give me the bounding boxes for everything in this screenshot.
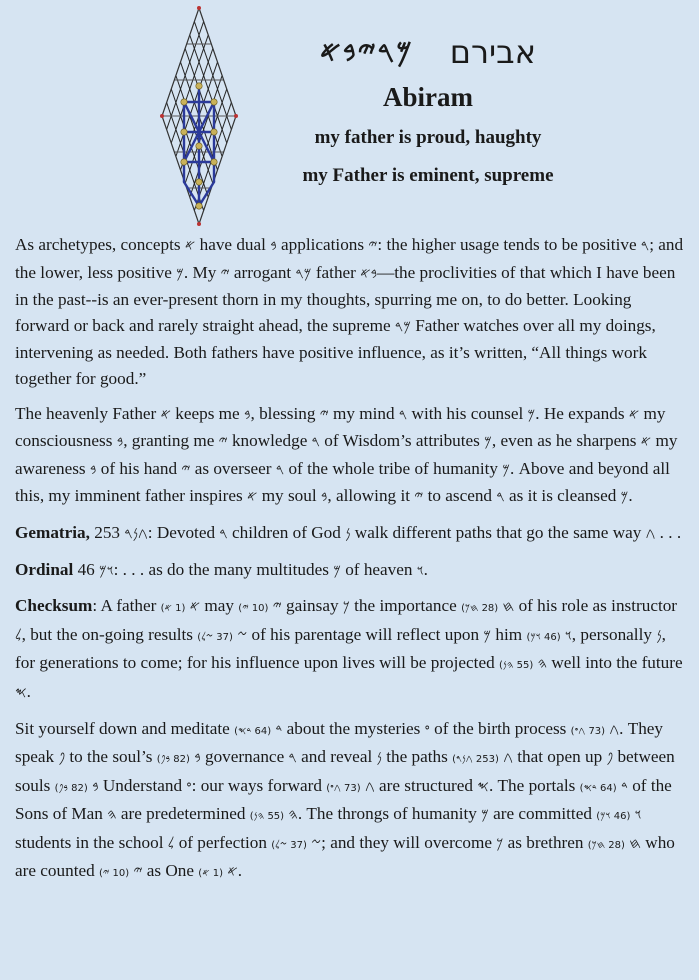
text-run: to the soul’s <box>65 747 157 767</box>
glyph: 𐤄 <box>537 656 548 673</box>
glyph: 𐤅 <box>564 627 572 644</box>
text-run: , granting me <box>123 431 219 451</box>
glyph: 𐤌 <box>620 489 629 506</box>
note-glyph: 𐤉 <box>242 603 249 615</box>
glyph: 𐤉 <box>272 599 282 616</box>
glyph: 𐤓 <box>640 238 650 254</box>
glyph: 𐤉 <box>133 864 143 881</box>
glyph: 𐤂 <box>645 525 656 542</box>
note-glyph: 𐤄𐤍 <box>502 660 514 672</box>
text-run: as overseer <box>190 458 276 478</box>
text-run: of Wisdom’s attributes <box>320 431 485 451</box>
note-number: (55 <box>264 811 285 823</box>
glyph: 𐤄 <box>107 807 117 824</box>
glyph: 𐤋 <box>167 835 175 852</box>
glyph: 𐤌 <box>481 807 489 824</box>
text-run: are structured <box>374 775 478 795</box>
text-run: , blessing <box>250 403 320 423</box>
paragraph-ordinal <box>15 557 685 585</box>
glyph: 𐤓 <box>288 750 297 767</box>
glyph: 𐤁 <box>89 461 97 478</box>
glyph: 𐤉 <box>414 489 424 506</box>
note-close: ) <box>238 603 243 615</box>
note-glyph: 𐤂𐤏 <box>574 725 586 737</box>
number-note <box>588 840 625 851</box>
text-run: 253 <box>89 522 125 542</box>
glyph: 𐤅𐤌 <box>99 562 114 579</box>
number-note <box>596 811 630 822</box>
text-run: children of God <box>227 522 346 542</box>
glyph: 𐤍 <box>656 627 662 644</box>
note-close: ) <box>587 839 592 851</box>
text-run: . <box>26 681 31 701</box>
note-glyph: 𐤉 <box>102 868 110 880</box>
glyph: 𐤁 <box>194 750 201 767</box>
text-run: knowledge <box>227 431 312 451</box>
paleo-hebrew-word: 𐤌𐤓𐤉𐤁𐤀 <box>319 35 414 68</box>
note-number: (73 <box>585 725 606 737</box>
number-note <box>198 868 223 879</box>
text-run: him <box>491 624 527 644</box>
text-run: of heaven <box>340 559 417 579</box>
text-run: Sit yourself down and meditate <box>15 718 235 738</box>
hebrew-word: אבירם <box>449 33 537 71</box>
text-run: 46 <box>73 559 100 579</box>
note-glyph: 𐤅𐤌 <box>530 631 541 643</box>
text-run: with his counsel <box>407 403 528 423</box>
note-number: (10 <box>109 868 130 880</box>
text-run: may <box>200 596 239 616</box>
text-run: to ascend <box>423 486 497 506</box>
title-words <box>258 30 598 74</box>
note-glyph: 𐤀 <box>202 868 210 880</box>
text-run: are committed <box>488 804 597 824</box>
note-number: (64 <box>251 725 272 737</box>
text-run: . They speak <box>15 718 664 767</box>
text-run: ; and the lower, less positive <box>15 235 684 282</box>
glyph: 𐤃 <box>620 778 628 795</box>
glyph: 𐤁 <box>320 489 328 506</box>
text-run: my soul <box>257 486 321 506</box>
note-number: (10 <box>248 603 269 615</box>
note-number: (37 <box>213 631 233 643</box>
glyph: 𐤉 <box>181 461 191 478</box>
note-number: (28 <box>605 839 625 851</box>
glyph: 𐤁 <box>92 778 99 795</box>
text-run: the paths <box>381 747 453 767</box>
glyph: 𐤓 <box>398 406 408 423</box>
text-run: : the higher usage tends to be positive <box>377 235 641 254</box>
text-run: . My <box>183 262 221 282</box>
name-title: Abiram <box>383 82 473 112</box>
note-close: ) <box>249 811 254 823</box>
text-run: . The throngs of humanity <box>297 804 482 824</box>
text-run: . . . <box>655 522 682 542</box>
glyph: 𐤏 <box>424 721 430 738</box>
text-run: The heavenly Father <box>15 403 161 423</box>
note-number: (55 <box>513 660 534 672</box>
glyph: 𐤓 <box>219 525 228 542</box>
glyph: 𐤅 <box>634 807 642 824</box>
note-close: ) <box>54 782 59 794</box>
number-note <box>157 754 190 765</box>
glyph: 𐤀 <box>189 599 201 616</box>
number-note <box>526 632 560 643</box>
text-run: of his role as instructor <box>514 596 678 616</box>
text-run: my awareness <box>15 431 678 478</box>
glyph: 𐤉 <box>368 238 378 254</box>
text-run: between souls <box>15 747 675 795</box>
note-glyph: 𐤃𐤎 <box>583 782 597 794</box>
number-note <box>326 783 360 794</box>
glyph: 𐤓 <box>311 434 320 451</box>
number-note <box>271 840 307 851</box>
text-run: have dual <box>195 235 271 254</box>
gematria-label: Gematria, <box>15 522 90 542</box>
number-note <box>197 632 233 643</box>
glyph: 𐤁 <box>270 238 277 254</box>
glyph: 𐤉 <box>218 434 228 451</box>
number-note <box>55 783 88 794</box>
note-close: ) <box>326 782 331 794</box>
text-run: . <box>237 861 243 881</box>
note-number: (1 <box>209 868 224 880</box>
number-note <box>580 783 617 794</box>
text-run: , even as he sharpens <box>491 431 641 451</box>
glyph: 𐤀 <box>628 406 640 423</box>
glyph: 𐤂 <box>503 750 513 767</box>
note-number: (1 <box>171 603 186 615</box>
glyph: 𐤌 <box>502 461 510 478</box>
glyph: 𐤁 <box>243 406 251 423</box>
text-run: , for generations to come; for his influence upon lives will be projected <box>15 624 666 673</box>
note-close: ) <box>461 603 465 615</box>
text-run: . <box>628 486 633 506</box>
text-run: father <box>311 262 361 282</box>
note-glyph: 𐤁𐤐 <box>160 754 171 766</box>
paragraph-gematria <box>15 520 685 548</box>
note-glyph: 𐤃𐤎 <box>238 725 252 737</box>
glyph: 𐤎 <box>15 684 27 701</box>
glyph: 𐤊 <box>342 599 350 616</box>
glyph: 𐤏 <box>186 778 192 795</box>
title-block <box>258 30 598 187</box>
number-note <box>161 603 186 614</box>
text-run: are predetermined <box>116 804 250 824</box>
glyph: 𐤄 <box>288 807 298 824</box>
number-note <box>452 754 499 765</box>
note-glyph: 𐤂𐤍𐤓 <box>455 754 473 766</box>
text-run: arrogant <box>229 262 296 282</box>
text-run: of the Sons of Man <box>15 775 672 824</box>
meaning-1: my father is proud, haughty <box>314 127 542 148</box>
text-run: the importance <box>349 596 462 616</box>
ordinal-label: Ordinal <box>15 559 74 579</box>
text-run: . <box>423 559 428 579</box>
glyph: 𐤇 <box>629 835 641 852</box>
note-close: ) <box>526 631 531 643</box>
number-note <box>250 811 284 822</box>
text-run: , but the on-going results <box>21 624 198 644</box>
note-close: ) <box>498 660 503 672</box>
note-glyph: 𐤀 <box>164 603 172 615</box>
text-run: , allowing it <box>327 486 415 506</box>
text-run: as One <box>142 861 199 881</box>
note-close: ) <box>452 754 456 766</box>
number-note <box>571 726 605 737</box>
glyph: 𐤆 <box>237 627 248 644</box>
note-close: ) <box>156 754 161 766</box>
note-glyph: 𐤁𐤐 <box>58 782 68 794</box>
note-close: ) <box>596 811 601 823</box>
glyph: 𐤎 <box>477 778 489 795</box>
text-run: well into the future <box>547 653 683 673</box>
note-close: ) <box>197 631 202 643</box>
glyph: 𐤁 <box>116 434 124 451</box>
text-run: about the mysteries <box>282 718 425 738</box>
text-run: of the whole tribe of humanity <box>284 458 503 478</box>
glyph: 𐤀 <box>184 238 196 254</box>
glyph: 𐤊 <box>496 835 504 852</box>
glyph: 𐤁𐤀 <box>360 265 378 282</box>
header <box>0 0 699 232</box>
text-run: . The portals <box>488 775 580 795</box>
text-run: of perfection <box>174 832 272 852</box>
glyph: 𐤂𐤍𐤓 <box>124 525 148 542</box>
paragraph-archetypes <box>15 232 685 392</box>
note-number: (46 <box>610 811 631 823</box>
note-close: ) <box>98 868 103 880</box>
text-run: : our ways forward <box>191 775 327 795</box>
checksum-label: Checksum <box>15 596 93 616</box>
glyph: 𐤌 <box>483 627 492 644</box>
glyph: 𐤍 <box>345 525 351 542</box>
note-number: (28 <box>478 603 499 615</box>
glyph: 𐤍 <box>376 750 382 767</box>
glyph: 𐤌𐤓 <box>394 318 411 335</box>
glyph: 𐤌 <box>176 265 184 282</box>
glyph: 𐤌 <box>333 562 341 579</box>
glyph: 𐤉 <box>319 406 329 423</box>
note-glyph: 𐤄𐤍 <box>253 811 265 823</box>
glyph: 𐤃 <box>275 721 283 738</box>
number-note <box>99 868 129 879</box>
paragraph-meditate <box>15 716 685 888</box>
text-run: and reveal <box>296 747 377 767</box>
text-run: —the proclivities of that which I have been in the past--is an ever-present thorn in my thoughts, spurring me on, to do better. Looking forward or back and rarely straight ahead, the supreme <box>15 262 676 335</box>
text-run: as it is cleansed <box>504 486 621 506</box>
text-run: . Above and beyond all this, my imminent father inspires <box>15 458 670 506</box>
text-run: as brethren <box>503 832 588 852</box>
glyph: 𐤐 <box>58 750 66 767</box>
note-glyph: 𐤇𐤊 <box>464 603 479 615</box>
note-number: (64 <box>596 782 617 794</box>
glyph: 𐤋 <box>15 627 22 644</box>
glyph: 𐤉 <box>220 265 230 282</box>
glyph: 𐤆 <box>311 835 322 852</box>
note-number: (253 <box>472 754 499 766</box>
text-run: ; and they will overcome <box>321 832 497 852</box>
glyph: 𐤀 <box>227 864 238 881</box>
note-glyph: 𐤆𐤋 <box>201 631 214 643</box>
paragraph-checksum <box>15 593 685 706</box>
note-glyph: 𐤂𐤏 <box>330 782 341 794</box>
commentary <box>0 232 699 887</box>
note-glyph: 𐤅𐤌 <box>600 811 611 823</box>
text-run: : A father <box>92 596 161 616</box>
number-note <box>238 603 268 614</box>
text-run: , personally <box>571 624 657 644</box>
note-close: ) <box>271 839 276 851</box>
note-number: (46 <box>540 631 561 643</box>
glyph: 𐤓 <box>275 461 285 478</box>
glyph: 𐤐 <box>606 750 614 767</box>
text-run: . He expands <box>535 403 629 423</box>
glyph: 𐤇 <box>502 599 515 616</box>
glyph: 𐤀 <box>640 434 652 451</box>
note-number: (37 <box>287 839 307 851</box>
text-run: gainsay <box>281 596 343 616</box>
number-note <box>499 660 533 671</box>
note-number: (73 <box>340 782 361 794</box>
text-run: Understand <box>98 775 187 795</box>
glyph: 𐤂 <box>609 721 620 738</box>
text-run: As archetypes, concepts <box>15 235 185 254</box>
text-run: walk different paths that go the same way <box>350 522 646 542</box>
note-close: ) <box>570 725 575 737</box>
note-glyph: 𐤆𐤋 <box>275 839 288 851</box>
number-note <box>461 603 498 614</box>
text-run: of his hand <box>96 458 182 478</box>
text-run: my mind <box>328 403 399 423</box>
text-run: applications <box>276 235 369 254</box>
note-number: (82 <box>170 754 190 766</box>
note-close: ) <box>198 868 203 880</box>
glyph: 𐤌 <box>527 406 536 423</box>
text-run: : . . . as do the many multitudes <box>113 559 334 579</box>
note-glyph: 𐤇𐤊 <box>591 839 606 851</box>
note-close: ) <box>160 603 165 615</box>
glyph: 𐤂 <box>364 778 375 795</box>
number-note <box>234 726 271 737</box>
text-run: my consciousness <box>15 403 666 451</box>
text-run: Father watches over all my doings, intervening as needed. Both fathers have positive influence, as it’s written, “All things work together for good.” <box>15 315 656 388</box>
text-run: governance <box>200 747 289 767</box>
note-number: (82 <box>67 782 88 794</box>
text-run: that open up <box>512 747 607 767</box>
text-run: students in the school <box>15 832 168 852</box>
text-run: who are counted <box>15 832 675 881</box>
note-close: ) <box>579 782 584 794</box>
tree-of-life-diagram <box>160 6 238 228</box>
text-run: of his parentage will reflect upon <box>247 624 484 644</box>
text-run: keeps me <box>170 403 244 423</box>
text-run: of the birth process <box>429 718 571 738</box>
glyph: 𐤀 <box>160 406 171 423</box>
meaning-2: my Father is eminent, supreme <box>302 165 554 186</box>
paragraph-heavenly-father <box>15 401 685 511</box>
text-run: : Devoted <box>147 522 220 542</box>
glyph: 𐤓 <box>496 489 505 506</box>
glyph: 𐤌 <box>484 434 492 451</box>
glyph: 𐤌𐤓 <box>295 265 312 282</box>
glyph: 𐤅 <box>416 562 424 579</box>
glyph: 𐤀 <box>247 489 258 506</box>
note-close: ) <box>234 725 239 737</box>
